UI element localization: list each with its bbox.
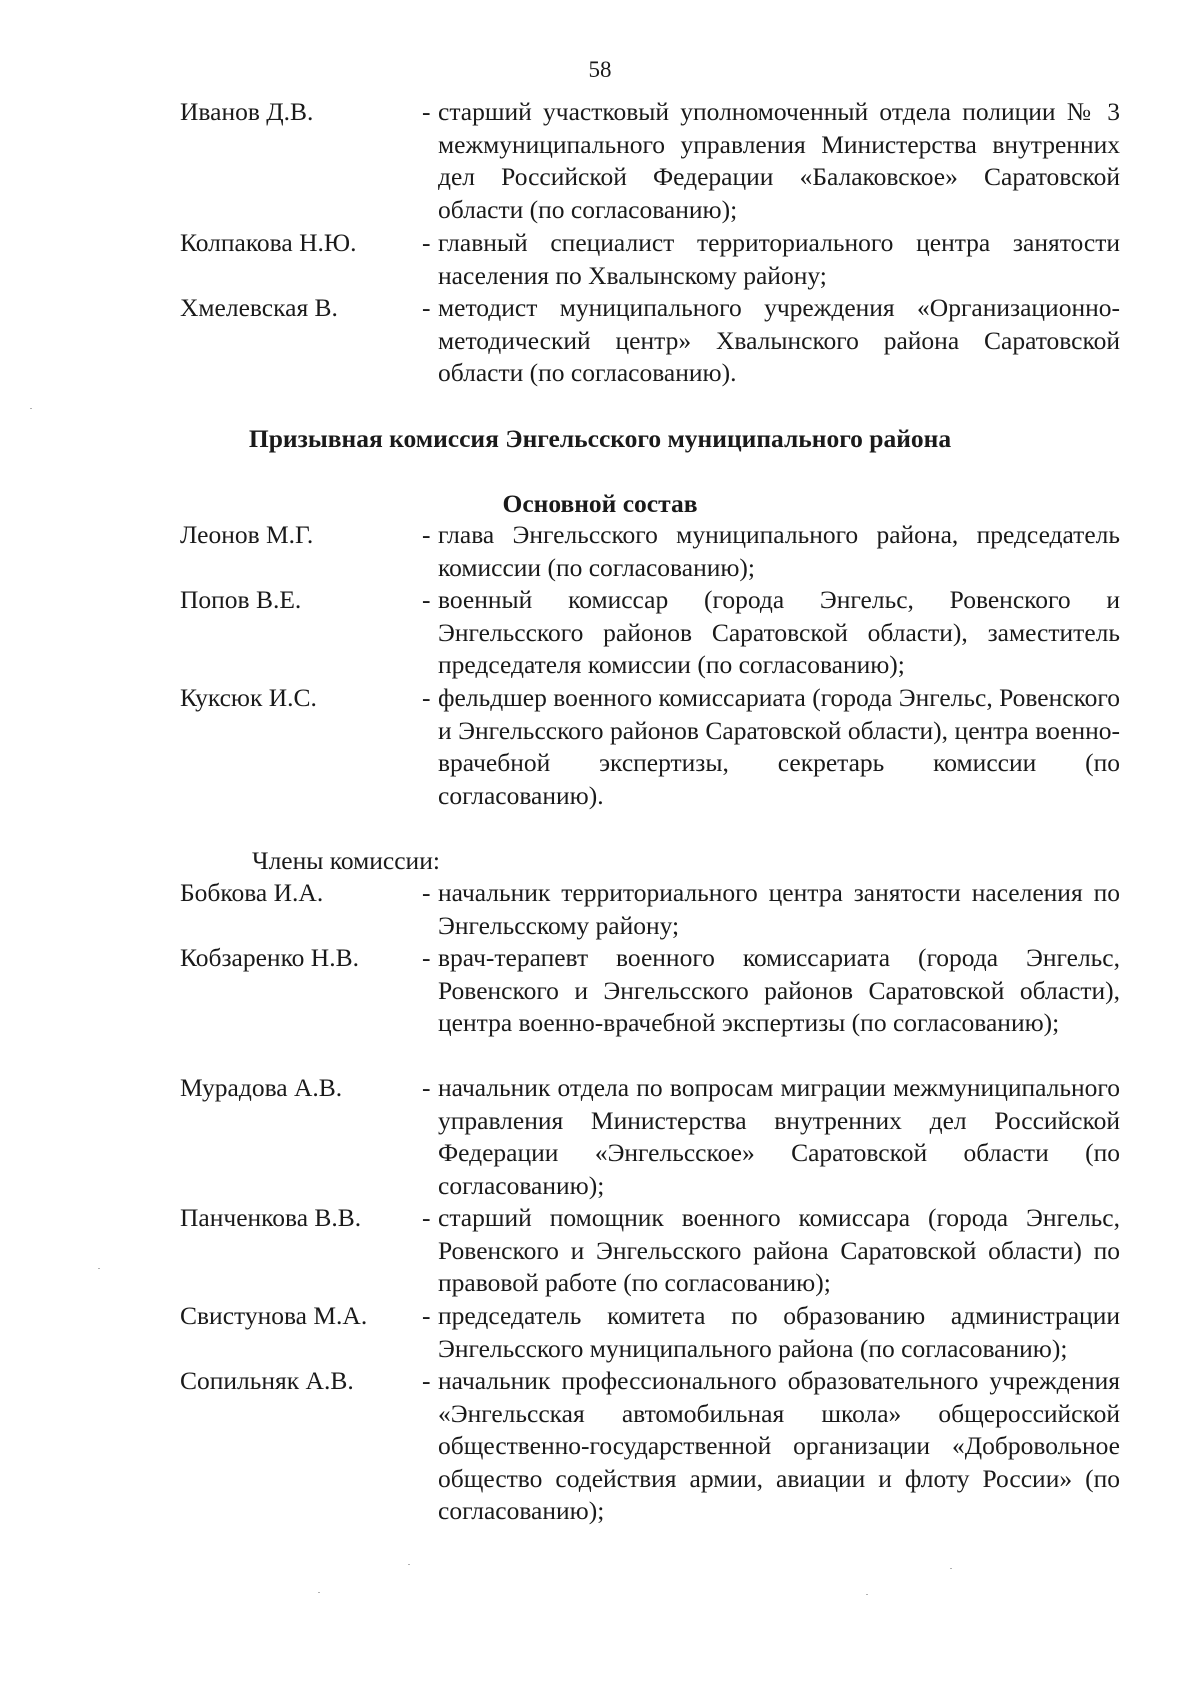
entry-panchenkova [180,1202,1120,1300]
section-title: Призывная комиссия Энгельсского муниципального района [248,424,952,453]
entry-description: методист муниципального учреждения «Организационно-методический центр» Хвалынского района Саратовской области (по согласованию). [438,293,1120,387]
entry-description: старший участковый уполномоченный отдела полиции № 3 межмуниципального управления Министерства внутренних дел Российской Федерации «Балаковское» Саратовской области (по согласованию); [438,97,1120,224]
entry-name: Кобзаренко Н.В. [180,943,359,972]
entry-description: врач-терапевт военного комиссариата (города Энгельс, Ровенского и Энгельсского районов Саратовской области), центра военно-врачебной экспертизы (по согласованию); [438,943,1120,1037]
entry-name: Мурадова А.В. [180,1073,343,1102]
entry-name: Хмелевская В. [180,293,338,322]
entry-name: Леонов М.Г. [180,520,314,549]
entry-description: военный комиссар (города Энгельс, Ровенского и Энгельсского районов Саратовской области), заместитель председателя комиссии (по согласованию); [438,585,1120,679]
entry-muradova [180,1072,1120,1202]
entry-dash: - [422,585,431,614]
entry-dash: - [422,878,431,907]
entry-dash: - [422,1073,431,1102]
entry-dash: - [422,1203,431,1232]
entry-name: Сопильняк А.В. [180,1366,354,1395]
scan-speck [866,1594,868,1595]
entry-dash: - [422,943,431,972]
entry-description: председатель комитета по образованию администрации Энгельсского муниципального района (по согласованию); [438,1301,1120,1363]
scan-speck [98,1268,100,1269]
members-label: Члены комиссии: [252,846,440,875]
entry-dash: - [422,293,431,322]
entry-khmelevskaya [180,292,1120,390]
scan-speck [30,408,32,409]
scan-speck [408,1564,410,1565]
entry-dash: - [422,1366,431,1395]
entry-name: Панченкова В.В. [180,1203,362,1232]
entry-ivanov [180,96,1120,226]
entry-bobkova [180,877,1120,942]
subsection-title-main: Основной состав [502,489,698,518]
entry-dash: - [422,520,431,549]
entry-svistunova [180,1300,1120,1365]
entry-dash: - [422,228,431,257]
entry-description: начальник профессионального образовательного учреждения «Энгельсская автомобильная школа» общероссийской общественно-государственной организации «Добровольное общество содействия армии, авиации и флоту России» (по согласованию); [438,1366,1120,1525]
entry-description: главный специалист территориального центра занятости населения по Хвалынскому району; [438,228,1120,290]
entry-description: фельдшер военного комиссариата (города Энгельс, Ровенского и Энгельсского районов Саратовской области), центра военно-врачебной экспертизы, секретарь комиссии (по согласованию). [438,683,1120,810]
scan-speck [318,1592,320,1593]
entry-dash: - [422,97,431,126]
entry-description: начальник отдела по вопросам миграции межмуниципального управления Министерства внутренних дел Российской Федерации «Энгельсское» Саратовской области (по согласованию); [438,1073,1120,1200]
entry-kobzarenko [180,942,1120,1040]
entry-name: Куксюк И.С. [180,683,317,712]
entry-description: старший помощник военного комиссара (города Энгельс, Ровенского и Энгельсского района Саратовской области) по правовой работе (по согласованию); [438,1203,1120,1297]
entry-description: глава Энгельсского муниципального района, председатель комиссии (по согласованию); [438,520,1120,582]
entry-name: Колпакова Н.Ю. [180,228,357,257]
entry-name: Иванов Д.В. [180,97,314,126]
entry-name: Бобкова И.А. [180,878,324,907]
entry-description: начальник территориального центра занятости населения по Энгельсскому району; [438,878,1120,940]
scan-speck [950,1568,952,1569]
entry-dash: - [422,1301,431,1330]
entry-kolpakova [180,227,1120,292]
entry-leonov [180,519,1120,584]
entry-name: Попов В.Е. [180,585,302,614]
page-number: 58 [588,57,612,82]
entry-sopilnyak [180,1365,1120,1528]
entry-name: Свистунова М.А. [180,1301,368,1330]
entry-dash: - [422,683,431,712]
entry-kuksyuk [180,682,1120,812]
entry-popov [180,584,1120,682]
